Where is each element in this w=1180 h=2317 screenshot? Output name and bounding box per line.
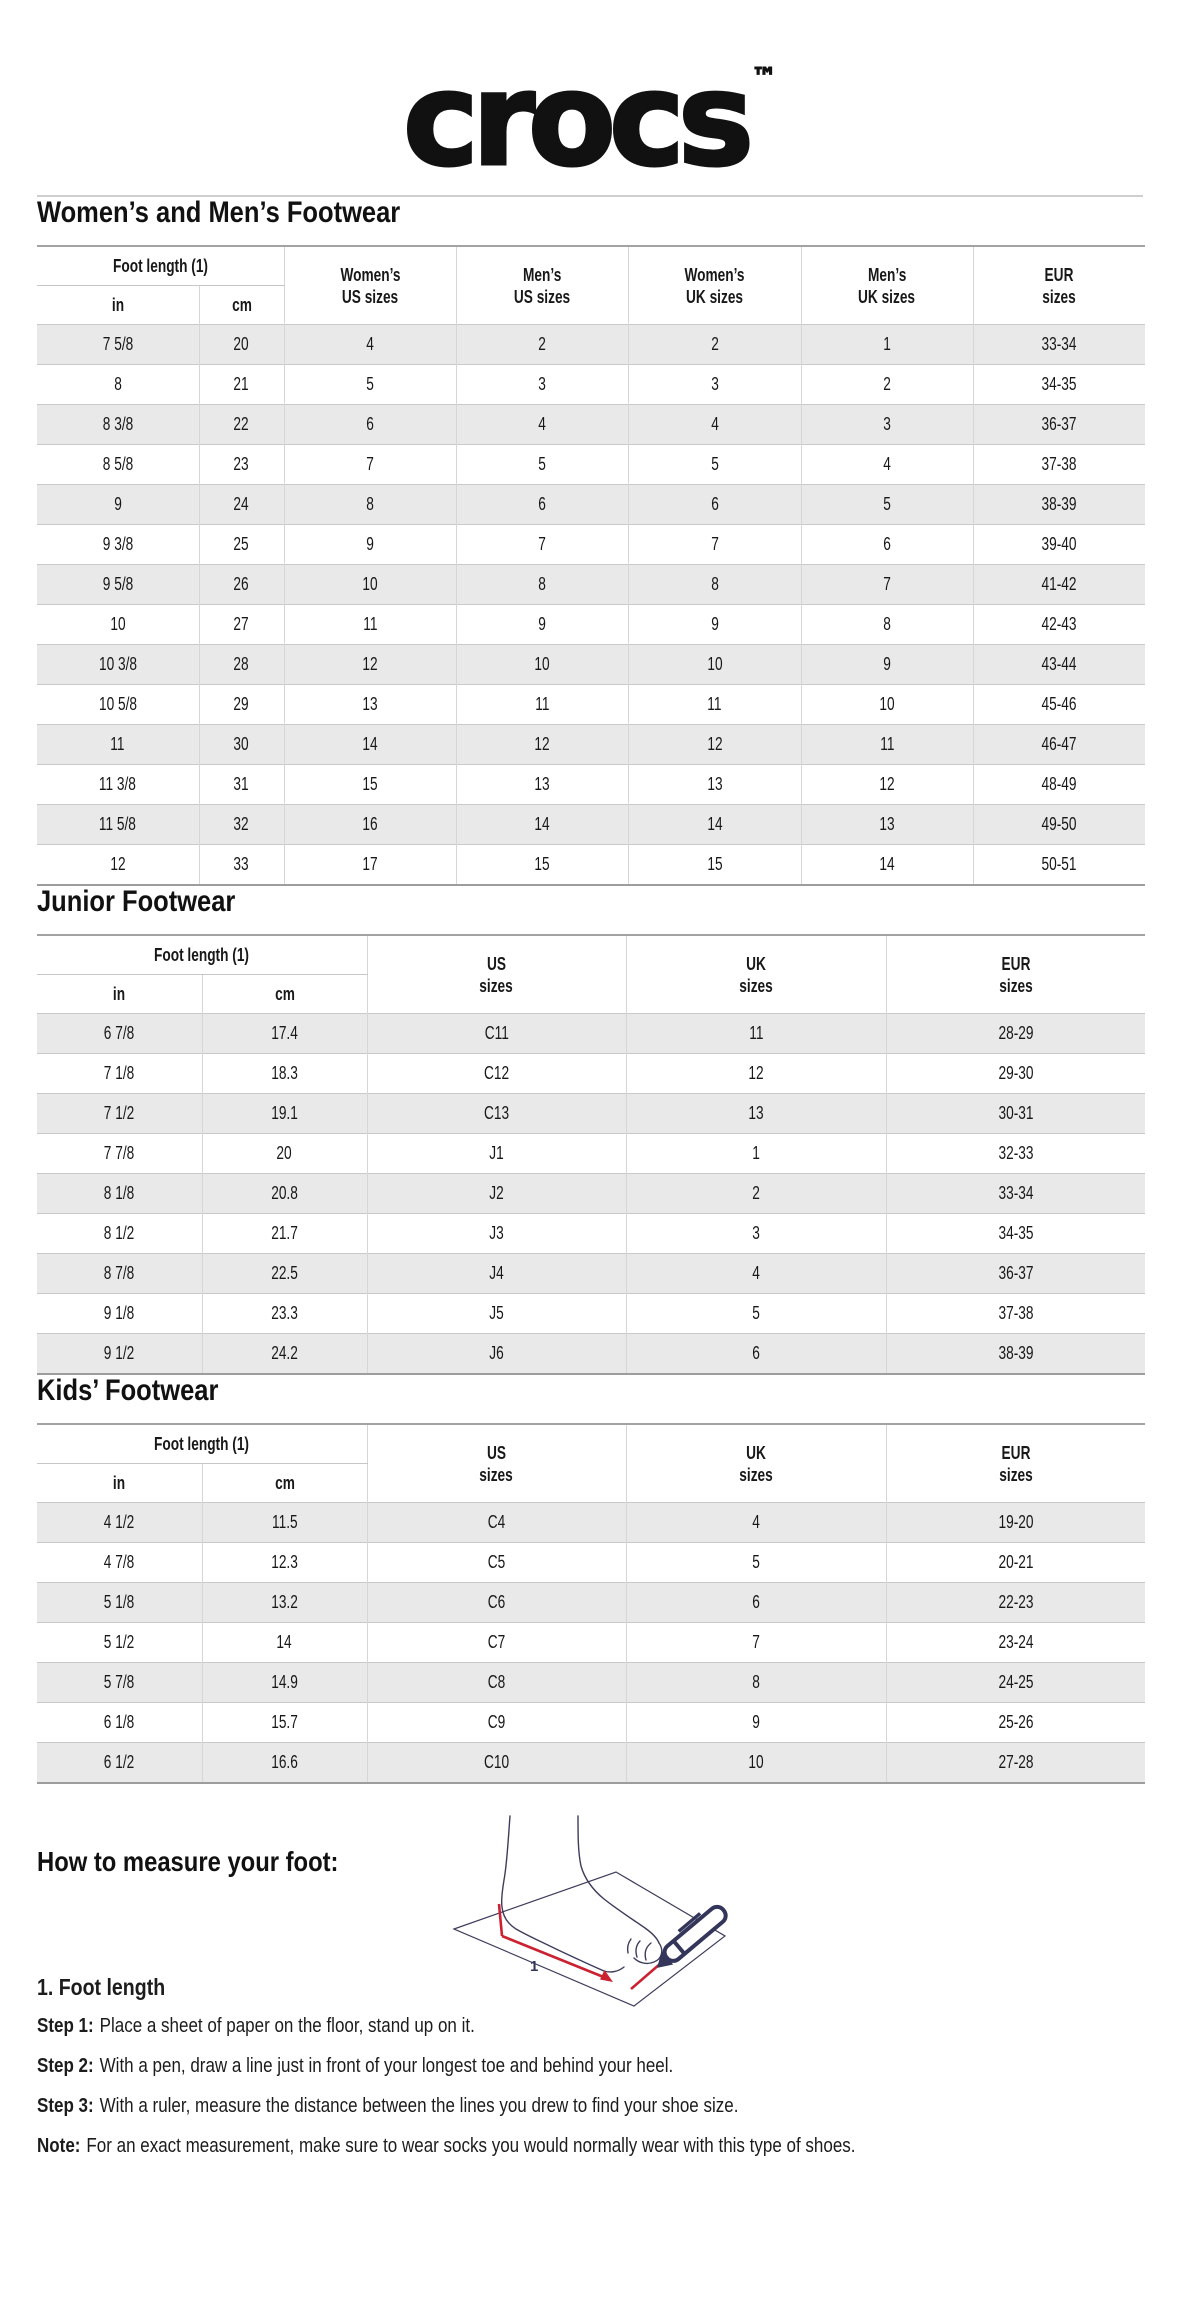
table-cell: 14.9 (202, 1663, 367, 1703)
table-cell: 5 (284, 365, 456, 405)
table-cell: 12 (626, 1054, 886, 1094)
table-cell: 11 (801, 725, 973, 765)
table-cell: 6 1/2 (37, 1743, 202, 1784)
table-cell: J3 (367, 1214, 626, 1254)
unit-header: cm (202, 1464, 367, 1503)
table-cell: 6 (626, 1583, 886, 1623)
size-table-kids (37, 1423, 1145, 1784)
table-cell: 20 (202, 1134, 367, 1174)
table-cell: 13 (801, 805, 973, 845)
column-header: EUR sizes (973, 246, 1145, 325)
table-cell: 2 (801, 365, 973, 405)
table-cell: 11 (284, 605, 456, 645)
column-header: Men’s US sizes (456, 246, 628, 325)
table-cell: 33-34 (973, 325, 1145, 365)
table-cell: 11 (628, 685, 801, 725)
table-cell: 7 (456, 525, 628, 565)
foot-length-header: Foot length (1) (37, 1424, 367, 1464)
step-line (37, 2134, 1180, 2158)
table-cell: 13 (456, 765, 628, 805)
table-cell: 50-51 (973, 845, 1145, 886)
foot-length-header: Foot length (1) (37, 935, 367, 975)
foot-measurement-illustration (438, 1812, 768, 2022)
table-cell: 5 1/8 (37, 1583, 202, 1623)
table-cell: 11 (37, 725, 199, 765)
note-label: Note: (37, 2135, 81, 2157)
table-cell: 5 (801, 485, 973, 525)
table-row (37, 1583, 1145, 1623)
column-header: EUR sizes (886, 1424, 1145, 1503)
measurement-steps (37, 2014, 1180, 2158)
table-cell: 16 (284, 805, 456, 845)
table-row (37, 1174, 1145, 1214)
table-row (37, 525, 1145, 565)
table-cell: 6 (628, 485, 801, 525)
table-cell: 14 (456, 805, 628, 845)
table-row (37, 725, 1145, 765)
unit-header: in (113, 1472, 126, 1493)
table-cell: 6 (626, 1334, 886, 1375)
table-row (37, 805, 1145, 845)
table-cell: 4 (801, 445, 973, 485)
table-cell: 32 (199, 805, 284, 845)
table-cell: 7 (801, 565, 973, 605)
table-cell: 10 (284, 565, 456, 605)
table-cell: 9 (626, 1703, 886, 1743)
table-row (37, 845, 1145, 886)
crocs-logo (403, 14, 777, 195)
table-cell: 8 (628, 565, 801, 605)
table-cell: 15 (456, 845, 628, 886)
table-cell: 5 (628, 445, 801, 485)
foot-length-subheading: 1. Foot length (37, 1974, 166, 2000)
table-cell: 15 (628, 845, 801, 886)
table-cell: 29 (199, 685, 284, 725)
table-cell: 37-38 (973, 445, 1145, 485)
table-cell: 31 (199, 765, 284, 805)
table-cell: 9 (628, 605, 801, 645)
table-cell: 6 1/8 (37, 1703, 202, 1743)
column-header: Women’s US sizes (284, 246, 456, 325)
table-cell: 8 (801, 605, 973, 645)
table-cell: 37-38 (886, 1294, 1145, 1334)
table-cell: C7 (367, 1623, 626, 1663)
table-cell: J6 (367, 1334, 626, 1375)
table-cell: 27-28 (886, 1743, 1145, 1784)
table-cell: 30-31 (886, 1094, 1145, 1134)
table-cell: 14 (628, 805, 801, 845)
table-cell: 8 (456, 565, 628, 605)
table-cell: 34-35 (973, 365, 1145, 405)
table-row (37, 1294, 1145, 1334)
table-cell: 20 (199, 325, 284, 365)
table-cell: 16.6 (202, 1743, 367, 1784)
table-cell: 9 5/8 (37, 565, 199, 605)
table-row (37, 1334, 1145, 1375)
table-cell: 11.5 (202, 1503, 367, 1543)
unit-header: cm (202, 975, 367, 1014)
table-cell: J4 (367, 1254, 626, 1294)
table-cell: 5 (456, 445, 628, 485)
table-cell: 46-47 (973, 725, 1145, 765)
table-cell: 4 (284, 325, 456, 365)
table-cell: 14 (284, 725, 456, 765)
table-cell: 7 1/2 (37, 1094, 202, 1134)
step-text: With a ruler, measure the distance between the lines you drew to find your shoe size. (99, 2095, 739, 2117)
table-cell: C11 (367, 1014, 626, 1054)
table-cell: 8 1/8 (37, 1174, 202, 1214)
table-cell: 4 (626, 1503, 886, 1543)
table-cell: 8 (626, 1663, 886, 1703)
step-label: Step 3: (37, 2095, 94, 2117)
table-cell: 3 (801, 405, 973, 445)
table-row (37, 365, 1145, 405)
table-cell: 2 (456, 325, 628, 365)
table-cell: 12 (456, 725, 628, 765)
table-cell: 43-44 (973, 645, 1145, 685)
table-cell: 17 (284, 845, 456, 886)
table-cell: 25-26 (886, 1703, 1145, 1743)
table-cell: 45-46 (973, 685, 1145, 725)
table-cell: 24-25 (886, 1663, 1145, 1703)
table-cell: 14 (202, 1623, 367, 1663)
table-row (37, 645, 1145, 685)
table-cell: 12 (628, 725, 801, 765)
table-cell: 13 (628, 765, 801, 805)
table-cell: 4 (626, 1254, 886, 1294)
table-row (37, 1094, 1145, 1134)
table-cell: 13 (284, 685, 456, 725)
table-cell: 5 1/2 (37, 1623, 202, 1663)
table-cell: 5 (626, 1543, 886, 1583)
table-cell: 19.1 (202, 1094, 367, 1134)
table-row (37, 1134, 1145, 1174)
table-cell: 3 (456, 365, 628, 405)
table-cell: 23 (199, 445, 284, 485)
foot-length-header: Foot length (1) (37, 246, 284, 286)
step-line (37, 2094, 1180, 2118)
measurement-marker-label: 1 (530, 1958, 539, 1975)
table-row (37, 445, 1145, 485)
column-header: UK sizes (626, 935, 886, 1014)
table-cell: 9 (37, 485, 199, 525)
table-cell: C9 (367, 1703, 626, 1743)
table-cell: 38-39 (973, 485, 1145, 525)
trademark-symbol: ™ (751, 63, 777, 93)
table-cell: 11 5/8 (37, 805, 199, 845)
table-row (37, 1663, 1145, 1703)
table-cell: 10 (628, 645, 801, 685)
unit-header: in (111, 294, 124, 315)
table-cell: 36-37 (973, 405, 1145, 445)
table-cell: 8 (284, 485, 456, 525)
table-row (37, 565, 1145, 605)
table-cell: 2 (626, 1174, 886, 1214)
crocs-logo-text: crocs (403, 46, 747, 195)
table-cell: 9 (284, 525, 456, 565)
table-cell: 4 (628, 405, 801, 445)
unit-header: in (113, 983, 126, 1004)
size-table-adult (37, 245, 1145, 886)
table-cell: 10 3/8 (37, 645, 199, 685)
table-row (37, 1543, 1145, 1583)
table-cell: 8 5/8 (37, 445, 199, 485)
table-cell: 36-37 (886, 1254, 1145, 1294)
table-cell: 13.2 (202, 1583, 367, 1623)
table-cell: 33-34 (886, 1174, 1145, 1214)
table-row (37, 1743, 1145, 1784)
table-cell: 21.7 (202, 1214, 367, 1254)
table-cell: 48-49 (973, 765, 1145, 805)
table-cell: 7 5/8 (37, 325, 199, 365)
table-cell: 22 (199, 405, 284, 445)
table-cell: 7 7/8 (37, 1134, 202, 1174)
how-to-measure-section (0, 1846, 1180, 2158)
header (0, 14, 1180, 195)
table-cell: 10 (456, 645, 628, 685)
table-cell: 41-42 (973, 565, 1145, 605)
table-cell: 4 (456, 405, 628, 445)
column-header: US sizes (367, 935, 626, 1014)
table-cell: 2 (628, 325, 801, 365)
table-cell: 12.3 (202, 1543, 367, 1583)
table-cell: 4 1/2 (37, 1503, 202, 1543)
table-cell: 21 (199, 365, 284, 405)
table-cell: 8 3/8 (37, 405, 199, 445)
table-cell: 12 (801, 765, 973, 805)
table-row (37, 1703, 1145, 1743)
table-cell: 9 3/8 (37, 525, 199, 565)
table-cell: 5 7/8 (37, 1663, 202, 1703)
column-header: US sizes (367, 1424, 626, 1503)
table-row (37, 685, 1145, 725)
step-label: Step 2: (37, 2055, 94, 2077)
table-cell: 23-24 (886, 1623, 1145, 1663)
section-heading-adult: Women’s and Men’s Footwear (37, 196, 401, 229)
table-cell: 10 (37, 605, 199, 645)
table-row (37, 605, 1145, 645)
table-cell: 23.3 (202, 1294, 367, 1334)
table-cell: 39-40 (973, 525, 1145, 565)
table-cell: 7 (284, 445, 456, 485)
table-cell: 10 (626, 1743, 886, 1784)
table-cell: 5 (626, 1294, 886, 1334)
table-cell: 3 (628, 365, 801, 405)
table-cell: 7 (626, 1623, 886, 1663)
note-text: For an exact measurement, make sure to wear socks you would normally wear with this type of shoes. (86, 2135, 856, 2157)
table-row (37, 1054, 1145, 1094)
table-cell: 38-39 (886, 1334, 1145, 1375)
table-cell: 28-29 (886, 1014, 1145, 1054)
table-cell: 6 7/8 (37, 1014, 202, 1054)
header-row (37, 935, 1145, 975)
table-cell: J5 (367, 1294, 626, 1334)
table-cell: 6 (801, 525, 973, 565)
table-row (37, 1623, 1145, 1663)
table-cell: 24 (199, 485, 284, 525)
table-cell: 1 (801, 325, 973, 365)
table-cell: 14 (801, 845, 973, 886)
section-heading-kids: Kids’ Footwear (37, 1374, 219, 1407)
table-cell: J1 (367, 1134, 626, 1174)
table-row (37, 1214, 1145, 1254)
table-row (37, 1014, 1145, 1054)
table-cell: 4 7/8 (37, 1543, 202, 1583)
step-text: Place a sheet of paper on the floor, stand up on it. (99, 2015, 475, 2037)
pen-icon (649, 1901, 729, 1973)
column-header: UK sizes (626, 1424, 886, 1503)
table-row (37, 1254, 1145, 1294)
table-cell: 9 (801, 645, 973, 685)
table-cell: J2 (367, 1174, 626, 1214)
table-cell: 11 3/8 (37, 765, 199, 805)
table-cell: 13 (626, 1094, 886, 1134)
table-cell: C6 (367, 1583, 626, 1623)
table-cell: 15.7 (202, 1703, 367, 1743)
table-cell: C12 (367, 1054, 626, 1094)
table-cell: 18.3 (202, 1054, 367, 1094)
table-cell: 26 (199, 565, 284, 605)
table-cell: 49-50 (973, 805, 1145, 845)
table-cell: 9 1/2 (37, 1334, 202, 1375)
table-cell: 11 (626, 1014, 886, 1054)
step-line (37, 2054, 1180, 2078)
table-cell: 7 (628, 525, 801, 565)
how-to-heading: How to measure your foot: (37, 1846, 339, 1877)
foot-outline (502, 1816, 662, 1972)
table-cell: 27 (199, 605, 284, 645)
table-cell: 22-23 (886, 1583, 1145, 1623)
header-row (37, 1424, 1145, 1464)
table-cell: 20.8 (202, 1174, 367, 1214)
table-cell: 9 1/8 (37, 1294, 202, 1334)
header-row (37, 246, 1145, 286)
table-cell: 34-35 (886, 1214, 1145, 1254)
table-cell: 8 1/2 (37, 1214, 202, 1254)
table-cell: C8 (367, 1663, 626, 1703)
table-cell: 22.5 (202, 1254, 367, 1294)
table-cell: 25 (199, 525, 284, 565)
table-cell: 12 (284, 645, 456, 685)
section-heading-junior: Junior Footwear (37, 885, 236, 918)
table-cell: 15 (284, 765, 456, 805)
table-cell: 8 (37, 365, 199, 405)
table-cell: 24.2 (202, 1334, 367, 1375)
table-cell: 9 (456, 605, 628, 645)
table-cell: 1 (626, 1134, 886, 1174)
table-cell: 33 (199, 845, 284, 886)
column-header: EUR sizes (886, 935, 1145, 1014)
table-row (37, 765, 1145, 805)
table-row (37, 325, 1145, 365)
table-cell: C10 (367, 1743, 626, 1784)
table-cell: C13 (367, 1094, 626, 1134)
table-cell: 20-21 (886, 1543, 1145, 1583)
table-cell: 19-20 (886, 1503, 1145, 1543)
table-row (37, 1503, 1145, 1543)
table-cell: 29-30 (886, 1054, 1145, 1094)
table-cell: 32-33 (886, 1134, 1145, 1174)
measurement-line (499, 1904, 668, 1989)
table-cell: 3 (626, 1214, 886, 1254)
column-header: Women’s UK sizes (628, 246, 801, 325)
step-label: Step 1: (37, 2015, 94, 2037)
table-cell: 17.4 (202, 1014, 367, 1054)
table-cell: C4 (367, 1503, 626, 1543)
unit-header: cm (199, 286, 284, 325)
step-text: With a pen, draw a line just in front of your longest toe and behind your heel. (99, 2055, 674, 2077)
table-cell: 6 (456, 485, 628, 525)
table-cell: 7 1/8 (37, 1054, 202, 1094)
table-cell: C5 (367, 1543, 626, 1583)
table-cell: 42-43 (973, 605, 1145, 645)
table-cell: 12 (37, 845, 199, 886)
table-row (37, 485, 1145, 525)
column-header: Men’s UK sizes (801, 246, 973, 325)
table-cell: 30 (199, 725, 284, 765)
size-table-junior (37, 934, 1145, 1375)
table-cell: 10 5/8 (37, 685, 199, 725)
table-cell: 8 7/8 (37, 1254, 202, 1294)
table-cell: 10 (801, 685, 973, 725)
table-row (37, 405, 1145, 445)
table-cell: 28 (199, 645, 284, 685)
table-cell: 6 (284, 405, 456, 445)
table-cell: 11 (456, 685, 628, 725)
